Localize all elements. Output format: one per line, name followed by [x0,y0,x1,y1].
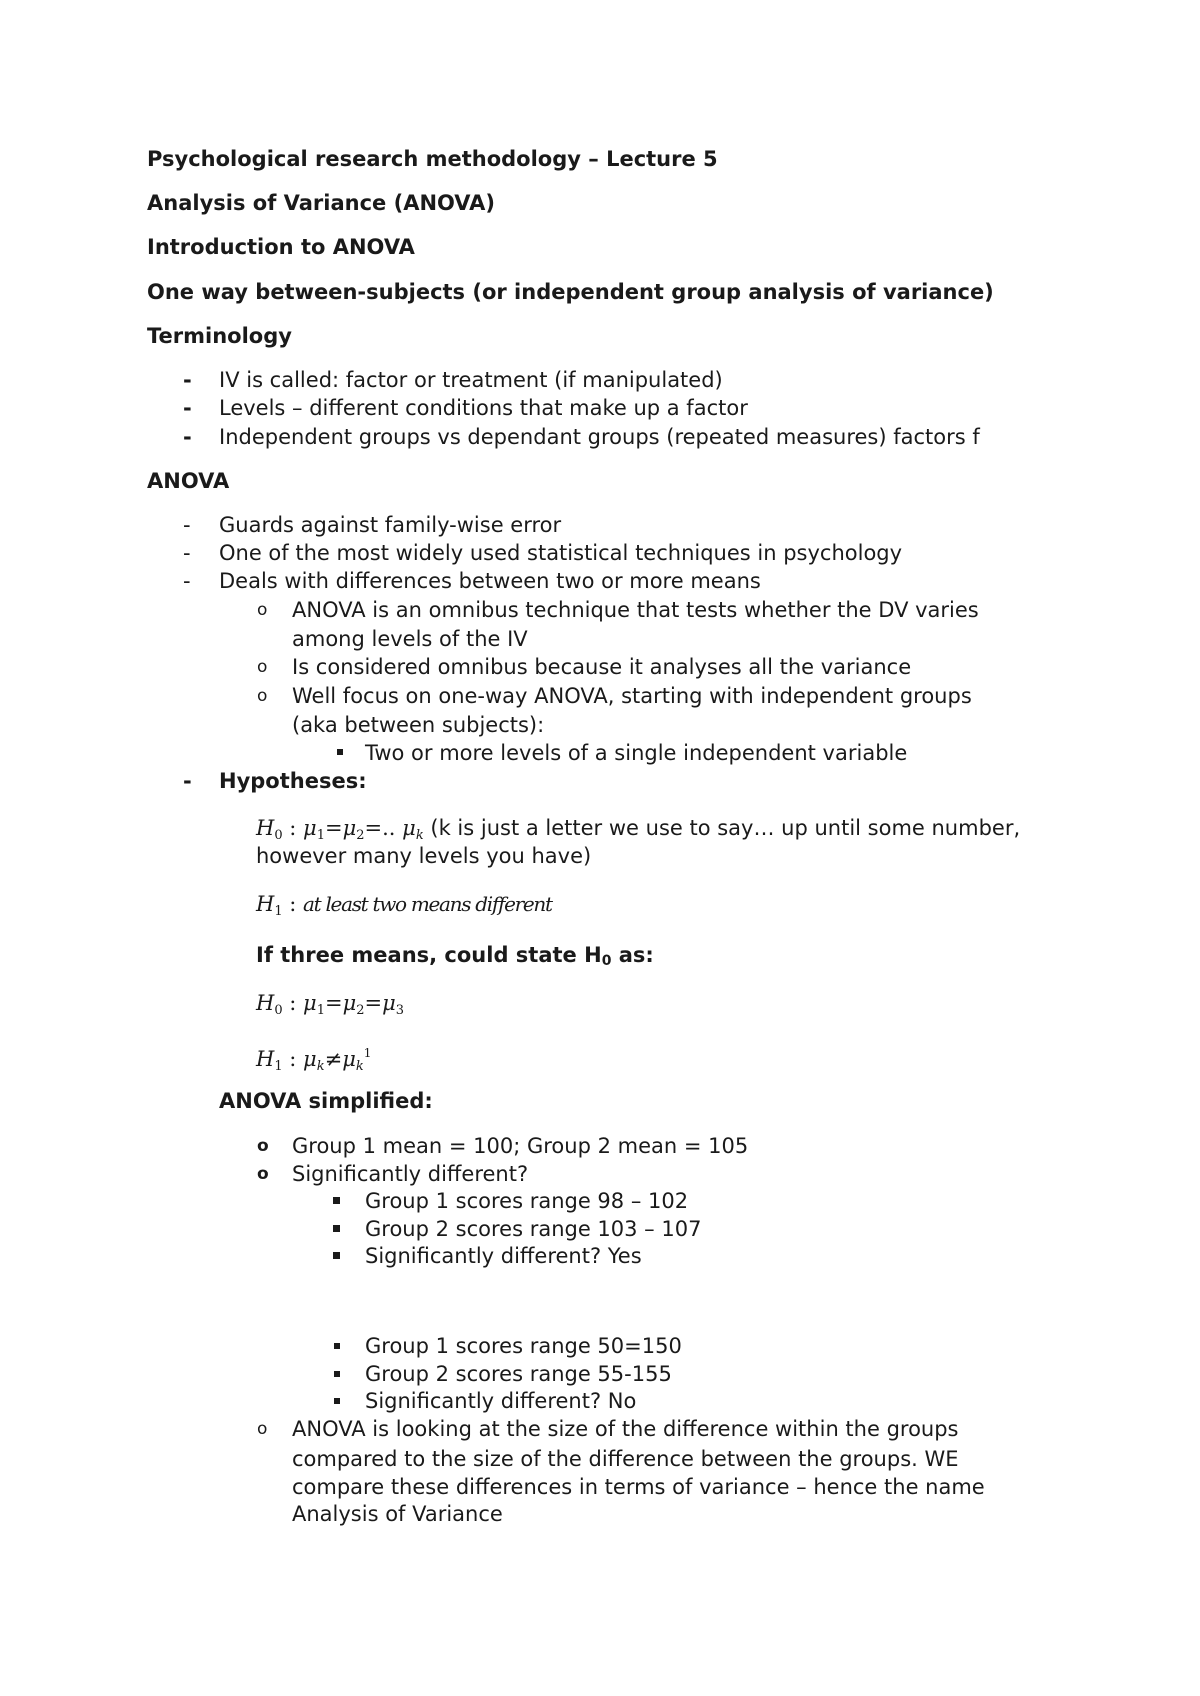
dash-bullet: - [183,541,191,565]
sub-list-item-continued: (aka between subjects): [292,713,545,737]
square-bullet [334,1371,340,1377]
alt-hypothesis-formula: $H_1$ : [256,892,304,919]
dash-bullet: - [183,769,192,793]
null-hypothesis-formula: $H_0$ : $\mu_1=\mu_2=$.. $\mu_k$ [256,816,424,843]
sub-sub-list-item: Group 1 scores range 50=150 [365,1334,682,1358]
alt-hypothesis-line [256,891,552,925]
alt-hypothesis-text: at least two means different [303,892,552,916]
sub-sub-list-item: Group 1 scores range 98 – 102 [365,1189,689,1213]
conclusion-line: compared to the size of the difference between the groups. WE [292,1447,959,1471]
three-means-alt-formula: $H_1$ : $\mu_k\ne\mu_k^1$ [256,1046,372,1074]
list-item: Deals with differences between two or more means [219,569,761,593]
null-hypothesis-note-continued: however many levels you have) [256,844,592,868]
list-item: Levels – different conditions that make up a factor [219,396,748,420]
dash-bullet: - [183,425,192,449]
conclusion-line: compare these differences in terms of variance – hence the name [292,1475,985,1499]
sub-sub-list-item: Significantly different? Yes [365,1244,642,1268]
three-means-null-formula: $H_0$ : $\mu_1=\mu_2=\mu_3$ [256,991,405,1018]
sub-list-item: Well focus on one-way ANOVA, starting with independent groups [292,684,972,708]
square-bullet [337,749,343,755]
circle-bullet: o [257,686,268,706]
square-bullet [333,1225,340,1232]
three-means-heading: If three means, could state $H_0$ as: [256,943,654,969]
design-heading: One way between-subjects (or independent group analysis of variance) [147,280,994,304]
sub-sub-list-item: Significantly different? No [365,1389,637,1413]
sub-list-item: Is considered omnibus because it analyses all the variance [292,655,912,679]
sub-list-item: ANOVA is an omnibus technique that tests whether the DV varies [292,598,979,622]
terminology-heading: Terminology [147,324,292,348]
dash-bullet: - [183,396,192,420]
circle-bullet: o [257,1164,269,1184]
list-item: IV is called: factor or treatment (if manipulated) [219,368,723,392]
dash-bullet: - [183,368,192,392]
intro-heading: Introduction to ANOVA [147,235,415,259]
list-item: Independent groups vs dependant groups (repeated measures) factors f [219,425,980,449]
sub-sub-list-item: Two or more levels of a single independent variable [365,741,908,765]
square-bullet [333,1252,340,1259]
sub-list-item-continued: among levels of the IV [292,627,528,651]
sub-list-item: Significantly different? [292,1162,529,1186]
circle-bullet: o [257,1136,269,1156]
hypotheses-heading: Hypotheses: [219,769,367,793]
conclusion-line: ANOVA is looking at the size of the difference within the groups [292,1417,959,1441]
simplified-heading: ANOVA simplified: [219,1089,433,1113]
circle-bullet: o [257,1419,268,1439]
square-bullet [334,1398,340,1404]
sub-sub-list-item: Group 2 scores range 55-155 [365,1362,672,1386]
dash-bullet: - [183,513,191,537]
null-hypothesis-note: (k is just a letter we use to say… up until some number, [430,816,1021,840]
circle-bullet: o [257,657,268,677]
conclusion-line: Analysis of Variance [292,1502,503,1526]
circle-bullet: o [257,600,268,620]
document-title: Psychological research methodology – Lecture 5 [147,147,718,171]
three-means-suffix: as: [611,943,654,967]
dash-bullet: - [183,569,191,593]
square-bullet [334,1343,340,1349]
list-item: Guards against family-wise error [219,513,562,537]
three-means-label: If three means, could state H [256,943,602,967]
anova-heading: ANOVA [147,469,230,493]
list-item: One of the most widely used statistical techniques in psychology [219,541,903,565]
sub-list-item: Group 1 mean = 100; Group 2 mean = 105 [292,1134,749,1158]
document-subtitle: Analysis of Variance (ANOVA) [147,191,495,215]
square-bullet [333,1197,340,1204]
sub-sub-list-item: Group 2 scores range 103 – 107 [365,1217,702,1241]
